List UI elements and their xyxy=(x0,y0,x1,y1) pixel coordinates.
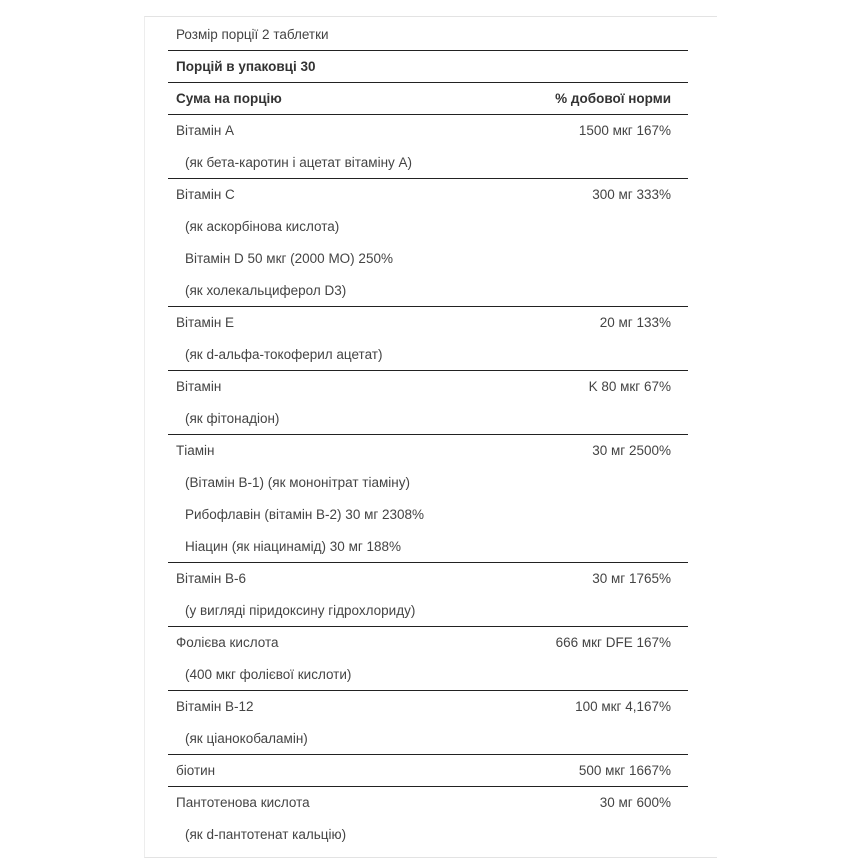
nutrient-note: (як бета-каротин і ацетат вітаміну А) xyxy=(185,154,413,170)
nutrient-name: Вітамін B-12 xyxy=(176,699,254,714)
nutrient-note-row xyxy=(168,594,688,626)
nutrient-note: Вітамін D 50 мкг (2000 МО) 250% xyxy=(185,250,393,266)
nutrient-note-row xyxy=(168,466,688,498)
nutrient-note-row xyxy=(168,722,688,754)
nutrient-note: (як d-пантотенат кальцію) xyxy=(185,826,347,842)
nutrient-amount: 1500 мкг 167% xyxy=(578,123,671,138)
nutrient-amount: 100 мкг 4,167% xyxy=(575,699,671,714)
nutrient-name: Вітамін B-6 xyxy=(176,571,247,586)
nutrient-name: Вітамін A xyxy=(176,123,235,138)
nutrient-row xyxy=(168,114,688,146)
nutrient-note: (як d-альфа-токоферил ацетат) xyxy=(185,346,383,362)
serving-size-text: Розмір порції 2 таблетки xyxy=(176,26,329,42)
nutrient-note-row xyxy=(168,146,688,178)
nutrient-note: Ніацин (як ніацинамід) 30 мг 188% xyxy=(185,538,402,554)
nutrient-note: (як аскорбінова кислота) xyxy=(185,218,340,234)
nutrient-row xyxy=(168,754,688,786)
nutrient-note: (у вигляді піридоксину гідрохлориду) xyxy=(185,602,416,618)
nutrient-note: (як ціанокобаламін) xyxy=(185,730,308,746)
nutrient-row xyxy=(168,306,688,338)
nutrient-note: (як фітонадіон) xyxy=(185,410,280,426)
nutrient-note-row xyxy=(168,242,688,274)
nutrient-name: Вітамін C xyxy=(176,187,235,202)
servings-per-container-row xyxy=(168,50,688,82)
nutrient-note-row xyxy=(168,658,688,690)
nutrient-note-row xyxy=(168,818,688,850)
nutrient-name: Фолієва кислота xyxy=(176,635,279,650)
nutrient-name: Пантотенова кислота xyxy=(176,795,310,810)
nutrient-name: Вітамін xyxy=(176,379,222,394)
nutrient-groups xyxy=(168,114,688,850)
nutrient-note: Рибофлавін (вітамін B-2) 30 мг 2308% xyxy=(185,506,425,522)
nutrient-row xyxy=(168,690,688,722)
nutrient-note: (Вітамін B-1) (як мононітрат тіаміну) xyxy=(185,474,410,490)
nutrient-amount: 500 мкг 1667% xyxy=(578,763,671,778)
nutrient-name: біотин xyxy=(176,763,216,778)
nutrient-amount: 666 мкг DFE 167% xyxy=(555,635,671,650)
nutrient-note-row xyxy=(168,530,688,562)
nutrient-amount: 30 мг 2500% xyxy=(592,443,671,458)
nutrient-amount: 30 мг 600% xyxy=(599,795,671,810)
nutrient-row xyxy=(168,434,688,466)
nutrient-amount: 30 мг 1765% xyxy=(592,571,671,586)
amount-per-serving-header: Сума на порцію xyxy=(176,91,282,106)
nutrient-amount: 20 мг 133% xyxy=(599,315,671,330)
nutrient-row xyxy=(168,178,688,210)
table-header-row xyxy=(168,82,688,114)
servings-per-container-text: Порцій в упаковці 30 xyxy=(176,59,316,74)
serving-size-row xyxy=(168,18,688,50)
nutrient-row xyxy=(168,370,688,402)
nutrient-name: Тіамін xyxy=(176,443,215,458)
nutrient-note-row xyxy=(168,498,688,530)
nutrient-row xyxy=(168,562,688,594)
nutrient-amount: K 80 мкг 67% xyxy=(588,379,671,394)
nutrient-note-row xyxy=(168,402,688,434)
nutrient-note: (400 мкг фолієвої кислоти) xyxy=(185,666,352,682)
nutrient-note-row xyxy=(168,210,688,242)
nutrient-note: (як холекальциферол D3) xyxy=(185,282,347,298)
nutrient-note-row xyxy=(168,274,688,306)
nutrient-row xyxy=(168,786,688,818)
daily-value-header: % добової норми xyxy=(555,91,671,106)
nutrient-row xyxy=(168,626,688,658)
supplement-facts-table xyxy=(168,18,688,850)
nutrient-amount: 300 мг 333% xyxy=(592,187,671,202)
nutrient-note-row xyxy=(168,338,688,370)
nutrient-name: Вітамін E xyxy=(176,315,235,330)
